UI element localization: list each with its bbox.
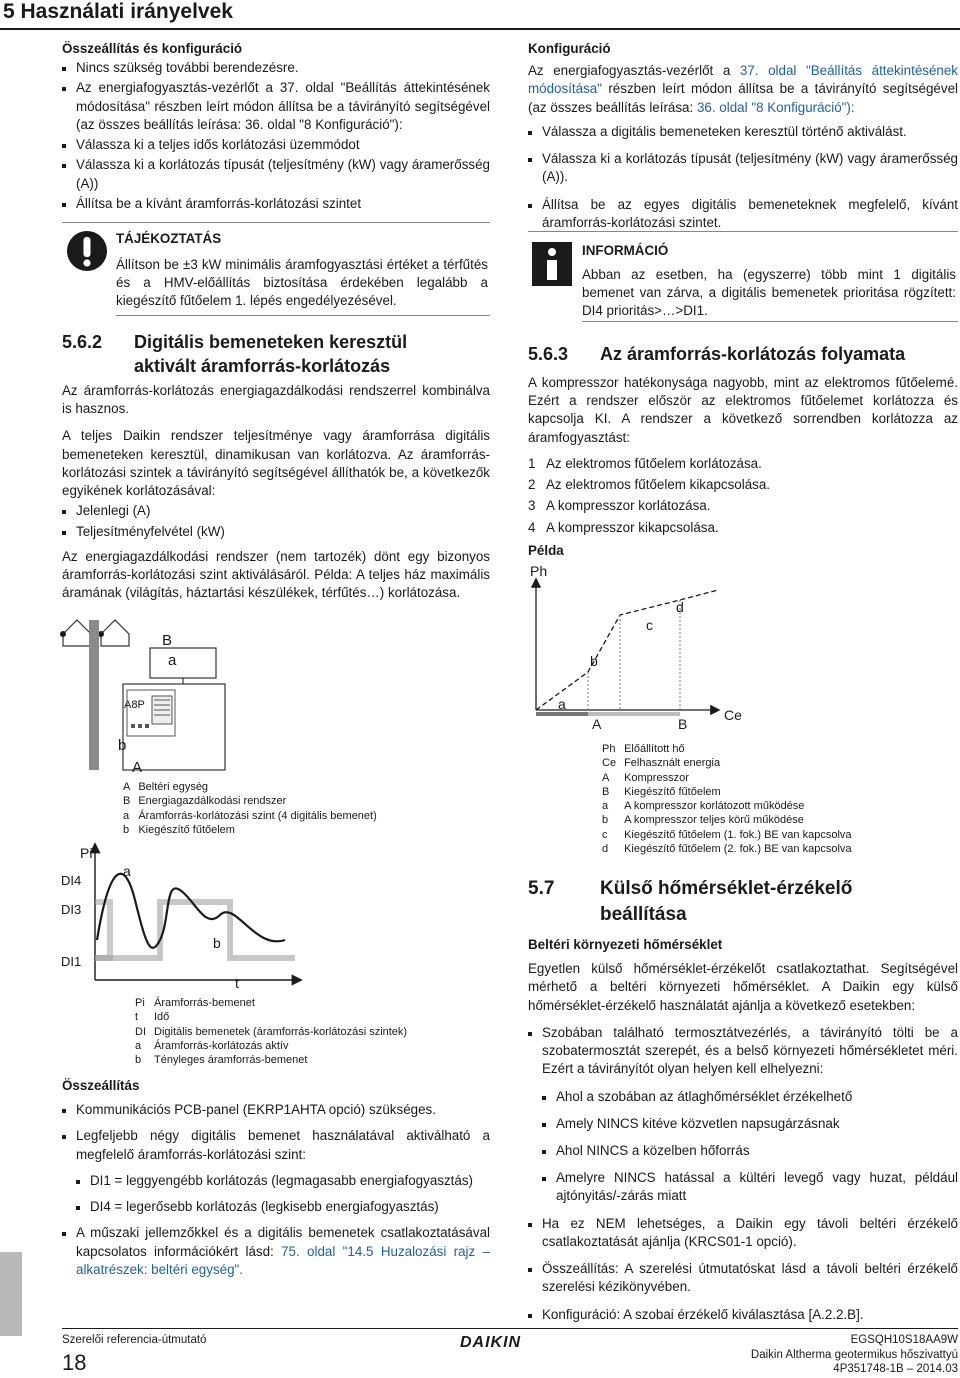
legend-value: A kompresszor korlátozott működése (624, 800, 805, 813)
list-item: DI4 = legerősebb korlátozás (legkisebb energiafogyasztás) (62, 1198, 490, 1216)
list-item: Legfeljebb négy digitális bemenet használatával aktiválható a megfelelő áramforrás-korlátozási szint: (62, 1127, 490, 1163)
info-box (528, 231, 958, 323)
legend-value: Kompresszor (624, 771, 689, 784)
heat-graph-x-label: Ce (724, 707, 742, 723)
step-number: 1 (528, 455, 536, 471)
step-item (528, 476, 958, 494)
step-number: 3 (528, 498, 536, 514)
diagram-label-b-top: B (162, 632, 173, 649)
graph-label-t: t (235, 975, 239, 991)
step-item (528, 497, 958, 515)
cross-reference-link[interactable]: 36. oldal "8 Konfiguráció"): (696, 99, 855, 115)
section-title: Digitális bemeneteken keresztül aktivált áramforrás-korlátozás (134, 332, 408, 377)
assembly-heading: Összeállítás (62, 1078, 140, 1093)
example-heading: Példa (528, 542, 564, 558)
legend-value: Digitális bemenetek (áramforrás-korlátozási szintek) (154, 1025, 408, 1038)
diagram-label-b: b (118, 737, 127, 754)
legend-value: Áramforrás-korlátozás aktív (154, 1039, 289, 1052)
step-text: Az elektromos fűtőelem kikapcsolása. (546, 477, 771, 493)
notice-title: TÁJÉKOZTATÁS (116, 231, 222, 246)
page-edge-tab (0, 1252, 22, 1336)
cross-reference-link[interactable]: 37. oldal "Beállítás áttekintésének módosítása" (528, 63, 958, 97)
step-number: 2 (528, 477, 536, 493)
step-text: Az elektromos fűtőelem korlátozása. (546, 455, 762, 471)
list-item: Összeállítás: A szerelési útmutatóskat lásd a távoli beltéri érzékelő szerelési kézikönyvében. (528, 1260, 958, 1296)
power-limit-graph (55, 840, 495, 1070)
heat-graph (528, 560, 958, 860)
legend-value: Áramforrás-korlátozási szint (4 digitális bemenet) (138, 809, 377, 822)
list-item: Ha ez NEM lehetséges, a Daikin egy távoli beltéri érzékelő csatlakoztatását ajánlja (KRCS01-1 opció). (528, 1215, 958, 1251)
list-item: Amely NINCS kitéve közvetlen napsugárzásnak (528, 1115, 958, 1133)
legend-key: t (135, 1011, 139, 1024)
list-item: Amelyre NINCS hatással a kültéri levegő vagy huzat, például ajtónyitás/-zárás miatt (528, 1169, 958, 1205)
legend-key: a (135, 1039, 142, 1052)
page-title: 5 Használati irányelvek (3, 0, 233, 23)
legend-key: A (123, 781, 131, 793)
graph-label-a: a (123, 863, 131, 879)
legend-key: d (602, 843, 609, 856)
config-text: Az energiafogyasztás-vezérlőt a (528, 63, 731, 79)
config-text: részben leírt módon állítsa be a távirányító segítségével (az összes beállítás leírása: (528, 81, 958, 115)
legend-key: b (123, 823, 130, 836)
config-heading: Konfiguráció (528, 41, 611, 56)
legend-value: Kiegészítő fűtőelem (138, 823, 235, 836)
list-item: Ahol a szobában az átlaghőmérséklet érzékelhető (528, 1088, 958, 1106)
graph-y-label: Pi (80, 845, 93, 861)
legend-value: Kiegészítő fűtőelem (1. fok.) BE van kapcsolva (624, 828, 852, 841)
legend-key: B (602, 785, 610, 798)
heat-graph-label-b-upper: B (678, 716, 688, 732)
cross-reference-link[interactable]: 75. oldal "14.5 Huzalozási rajz – alkatrészek: beltéri egység". (76, 1243, 491, 1277)
power-limit-graph-legend (135, 996, 415, 1067)
list-item: Válassza ki a korlátozás típusát (teljesítmény (kW) vagy áramerősség (A)). (528, 150, 958, 186)
power-limit-graph-drawing (55, 840, 305, 990)
notice-text: Állítson be ±3 kW minimális áramfogyasztási értéket a térfűtés és a HMV-előállítás biztosítása érdekében legalább a kiegészítő fűtőelem 1. lépés engedélyezésével. (116, 257, 488, 309)
legend-key: c (602, 828, 608, 841)
list-item: Állítsa be az egyes digitális bemeneteknek megfelelő, kívánt áramforrás-korlátozási szintet. (528, 196, 958, 232)
step-number: 4 (528, 519, 536, 535)
paragraph: Egyetlen külső hőmérséklet-érzékelőt csatlakoztathat. Segítségével mérhető a beltéri környezeti hőmérséklet. A Daikin egy külső hőmérséklet-érzékelő használatát ajánlja a következő esetekben: (528, 961, 958, 1013)
heat-graph-y-label: Ph (530, 563, 548, 579)
page-header (0, 0, 960, 27)
list-item: Válassza ki a korlátozás típusát (teljesítmény (kW) vagy áramerősség (A)) (62, 156, 490, 192)
legend-value: Előállított hő (624, 743, 685, 755)
system-diagram (55, 612, 495, 842)
info-bottom-rule (582, 321, 958, 322)
list-item-text: A műszaki jellemzőkkel és a digitális bemenetek csatlakoztatásával kapcsolatos információkért lásd: (76, 1225, 490, 1259)
info-top-rule (528, 231, 958, 232)
notice-top-rule (62, 222, 490, 223)
legend-key: Ce (602, 757, 617, 770)
list-item: Teljesítményfelvétel (kW) (62, 523, 490, 541)
heat-graph-legend (602, 742, 860, 856)
list-item: Nincs szükség további berendezésre. (62, 59, 490, 77)
assembly-config-heading: Összeállítás és konfiguráció (62, 41, 243, 56)
legend-value: Energiagazdálkodási rendszer (138, 795, 287, 808)
step-item (528, 519, 958, 537)
graph-di4-label: DI4 (61, 873, 82, 888)
info-title: INFORMÁCIÓ (582, 243, 669, 258)
footer-doc-title: Szerelői referencia-útmutató (62, 1334, 207, 1346)
info-icon (532, 242, 572, 286)
step-item (528, 455, 958, 473)
list-item: Válassza a digitális bemeneteken keresztül történő aktiválást. (528, 123, 958, 141)
legend-value: Kiegészítő fűtőelem (624, 785, 721, 798)
paragraph: A kompresszor hatékonysága nagyobb, mint az elektromos fűtőelemé. Ezért a rendszer először az elektromos fűtőelemet korlátozza és kapcsolja KI. A rendszer a következő sorrendben korlátozza az áramfogyasztást: (528, 375, 958, 445)
legend-value: Tényleges áramforrás-bemenet (154, 1054, 308, 1067)
paragraph: A teljes Daikin rendszer teljesítménye vagy áramforrása digitális bemeneteken keresztül, dinamikusan van korlátozva. Az áramforrás-korlátozási szintek a távirányító segítségével állíthatók be, a következők egyikének korlátozásával: (62, 428, 490, 499)
list-item: Jelenlegi (A) (62, 502, 490, 520)
daikin-logo: DAIKIN (460, 1334, 522, 1351)
heat-graph-label-d: d (676, 599, 684, 615)
config-paragraph (528, 62, 958, 117)
heat-graph-label-c: c (646, 617, 653, 633)
system-diagram-legend (123, 780, 385, 837)
paragraph: Az áramforrás-korlátozás energiagazdálkodási rendszerrel kombinálva is hasznos. (62, 383, 490, 417)
footer-code: 4P351748-1B – 2014.03 (833, 1363, 958, 1375)
legend-value: A kompresszor teljes körű működése (624, 814, 804, 827)
section-title: Külső hőmérséklet-érzékelő beállítása (600, 878, 853, 925)
section-5-6-3-heading (528, 342, 958, 366)
legend-key: b (135, 1054, 142, 1067)
indoor-temp-heading: Beltéri környezeti hőmérséklet (528, 937, 723, 952)
list-item: Az energiafogyasztás-vezérlőt a 37. oldal "Beállítás áttekintésének módosítása" részben leírt módon állítsa be a távirányító segítségével (az összes beállítás leírása: 36. oldal "8 Konfiguráció"): (62, 79, 490, 134)
graph-di3-label: DI3 (61, 902, 82, 917)
section-number: 5.6.3 (528, 344, 569, 364)
legend-key: a (123, 809, 130, 822)
step-list (528, 455, 958, 537)
section-title: Az áramforrás-korlátozás folyamata (600, 344, 906, 364)
page-number: 18 (62, 1350, 87, 1375)
list-item (62, 1224, 490, 1279)
list-item: Állítsa be a kívánt áramforrás-korlátozási szintet (62, 195, 490, 213)
warning-icon (66, 230, 108, 272)
legend-key: DI (135, 1025, 146, 1038)
header-rule (0, 28, 960, 30)
list-item: Kommunikációs PCB-panel (EKRP1AHTA opció) szükséges. (62, 1101, 490, 1119)
section-number: 5.6.2 (62, 332, 103, 352)
notice-box (62, 222, 490, 318)
pcb-label: A8P (124, 699, 145, 711)
step-text: A kompresszor korlátozása. (546, 498, 711, 514)
legend-key: a (602, 800, 609, 813)
section-5-6-2-heading (62, 330, 492, 379)
footer-product: Daikin Altherma geotermikus hőszivattyú (750, 1349, 958, 1361)
legend-key: b (602, 814, 609, 827)
legend-value: Idő (154, 1011, 170, 1024)
list-item: DI1 = leggyengébb korlátozás (legmagasabb energiafogyasztás) (62, 1172, 490, 1190)
list-item: Ahol NINCS a közelben hőforrás (528, 1142, 958, 1160)
list-item: Válassza ki a teljes idős korlátozási üzemmódot (62, 136, 490, 154)
legend-value: Kiegészítő fűtőelem (2. fok.) BE van kapcsolva (624, 843, 852, 856)
step-text: A kompresszor kikapcsolása. (546, 519, 719, 535)
paragraph: Az energiagazdálkodási rendszer (nem tartozék) dönt egy bizonyos áramforrás-korlátozási szint aktiválásáról. Példa: A teljes ház maximális áramának (világítás, háztartási készülékek, térfűtés…) korlátozása. (62, 548, 490, 601)
legend-value: Áramforrás-bemenet (154, 997, 255, 1009)
legend-key: Pi (135, 997, 145, 1009)
notice-bottom-rule (116, 315, 490, 316)
graph-di1-label: DI1 (61, 954, 82, 969)
section-5-7-heading (528, 876, 958, 927)
list-item: Konfiguráció: A szobai érzékelő kiválasztása [A.2.2.B]. (528, 1306, 958, 1324)
list-item: Szobában található termosztátvezérlés, a távirányító tölti be a szobatermosztát szerepét, és a belső környezeti hőmérsékletet méri. Ezért a távirányítót olyan helyen kell elhelyezni: (528, 1024, 958, 1079)
heat-graph-label-b: b (590, 653, 598, 669)
diagram-label-a-unit: A (132, 759, 143, 776)
footer-model: EGSQH10S18AA9W (850, 1334, 958, 1346)
heat-graph-label-a-upper: A (592, 716, 602, 732)
legend-key: Ph (602, 743, 616, 755)
legend-value: Beltéri egység (138, 781, 209, 793)
footer-rule (62, 1328, 958, 1329)
legend-key: B (123, 795, 131, 808)
legend-value: Felhasznált energia (624, 757, 721, 770)
diagram-label-a: a (168, 652, 177, 669)
legend-key: A (602, 771, 610, 784)
heat-graph-label-a: a (558, 696, 566, 712)
section-number: 5.7 (528, 878, 555, 899)
info-text: Abban az esetben, ha (egyszerre) több mint 1 digitális bemenet van zárva, a digitális bemenetek prioritása rögzített: DI4 prioritás>…>DI1. (582, 267, 956, 319)
graph-label-b: b (213, 935, 221, 951)
